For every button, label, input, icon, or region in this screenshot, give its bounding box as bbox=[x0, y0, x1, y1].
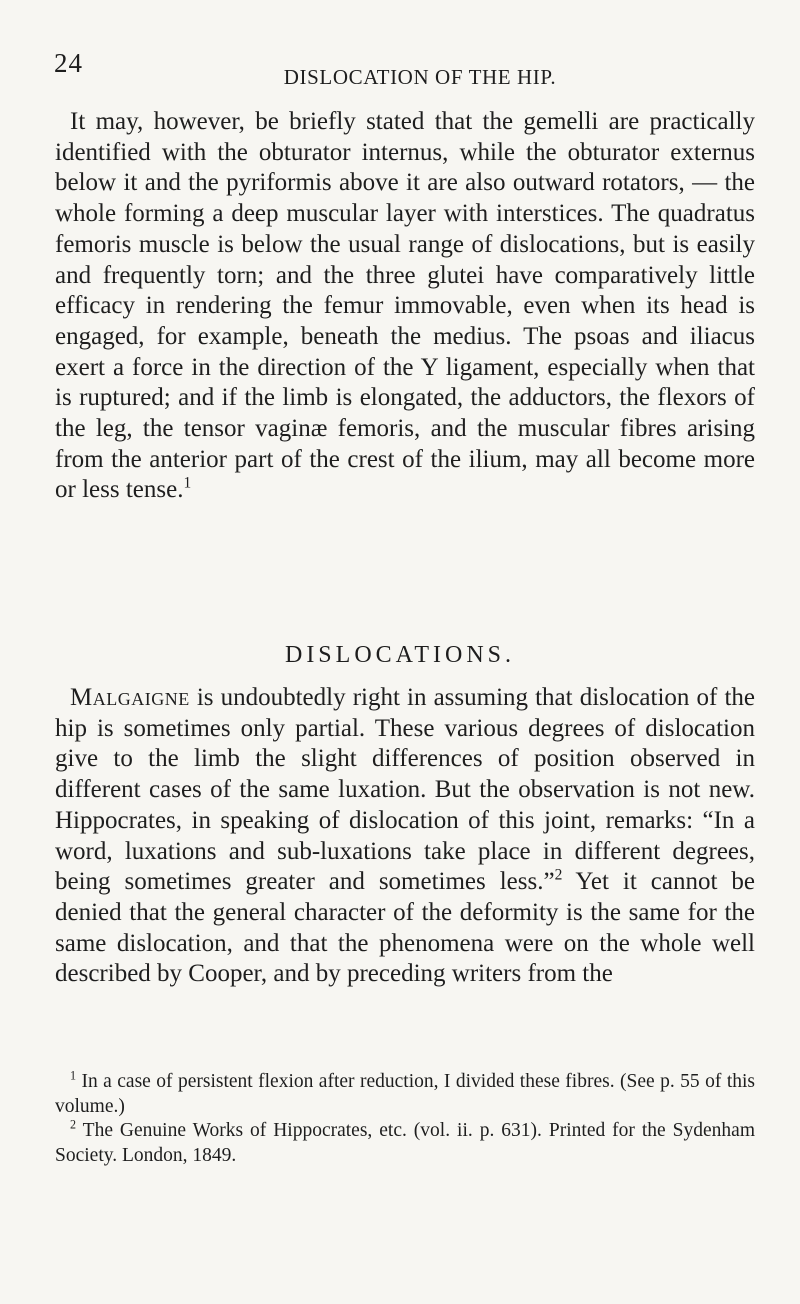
body-paragraph-1 bbox=[55, 107, 755, 506]
footnote-reference-1: 1 bbox=[183, 475, 192, 493]
footnote-1-text: In a case of persistent flexion after reduction, I divided these fibres. (See p. 55 of this volume.) bbox=[55, 1071, 755, 1117]
footnotes bbox=[55, 1070, 755, 1168]
running-title: DISLOCATION OF THE HIP. bbox=[283, 65, 557, 89]
footnote-2 bbox=[55, 1119, 755, 1168]
body-paragraph-2 bbox=[55, 683, 755, 990]
paragraph-1-text: It may, however, be briefly stated that the gemelli are practically identified with the obturator internus, while the obturator externus below it and the pyriformis above it are also outward rotators, — the whole forming a deep muscular layer with interstices. The quadratus femoris muscle is below the usual range of dislocations, but is easily and frequently torn; and the three glutei have comparatively little efficacy in rendering the femur immovable, even when its head is engaged, for example, beneath the medius. The psoas and iliacus exert a force in the direction of the Y ligament, especially when that is ruptured; and if the limb is elongated, the adductors, the flexors of the leg, the tensor vaginæ femoris, and the muscular fibres arising from the anterior part of the crest of the ilium, may all become more or less tense. bbox=[55, 108, 755, 504]
footnote-marker-1: 1 bbox=[70, 1068, 77, 1083]
paragraph-2-text-after-ref: Yet it cannot be denied that the general character of the deformity is the same for the same dislocation, and that the phenomena were on the whole well described by Cooper, and by preceding writers from the bbox=[55, 868, 755, 988]
section-heading: DISLOCATIONS. bbox=[284, 642, 515, 668]
footnote-2-text: The Genuine Works of Hippocrates, etc. (vol. ii. p. 631). Printed for the Sydenham Society. London, 1849. bbox=[55, 1120, 755, 1166]
paragraph-2-lead-in: Malgaigne bbox=[70, 684, 190, 711]
footnote-reference-2: 2 bbox=[554, 866, 563, 884]
paragraph-2-text-before-ref: is undoubtedly right in assuming that dislocation of the hip is sometimes only partial. These various degrees of dislocation give to the limb the slight differences of position observed in different cases of the same luxation. But the observation is not new. Hippocrates, in speaking of dislocation of this joint, remarks: “In a word, luxations and sub-luxations take place in different degrees, being sometimes greater and sometimes less.” bbox=[55, 684, 755, 896]
footnote-marker-2: 2 bbox=[70, 1117, 77, 1132]
footnote-1 bbox=[55, 1070, 755, 1119]
page-number: 24 bbox=[54, 48, 83, 78]
